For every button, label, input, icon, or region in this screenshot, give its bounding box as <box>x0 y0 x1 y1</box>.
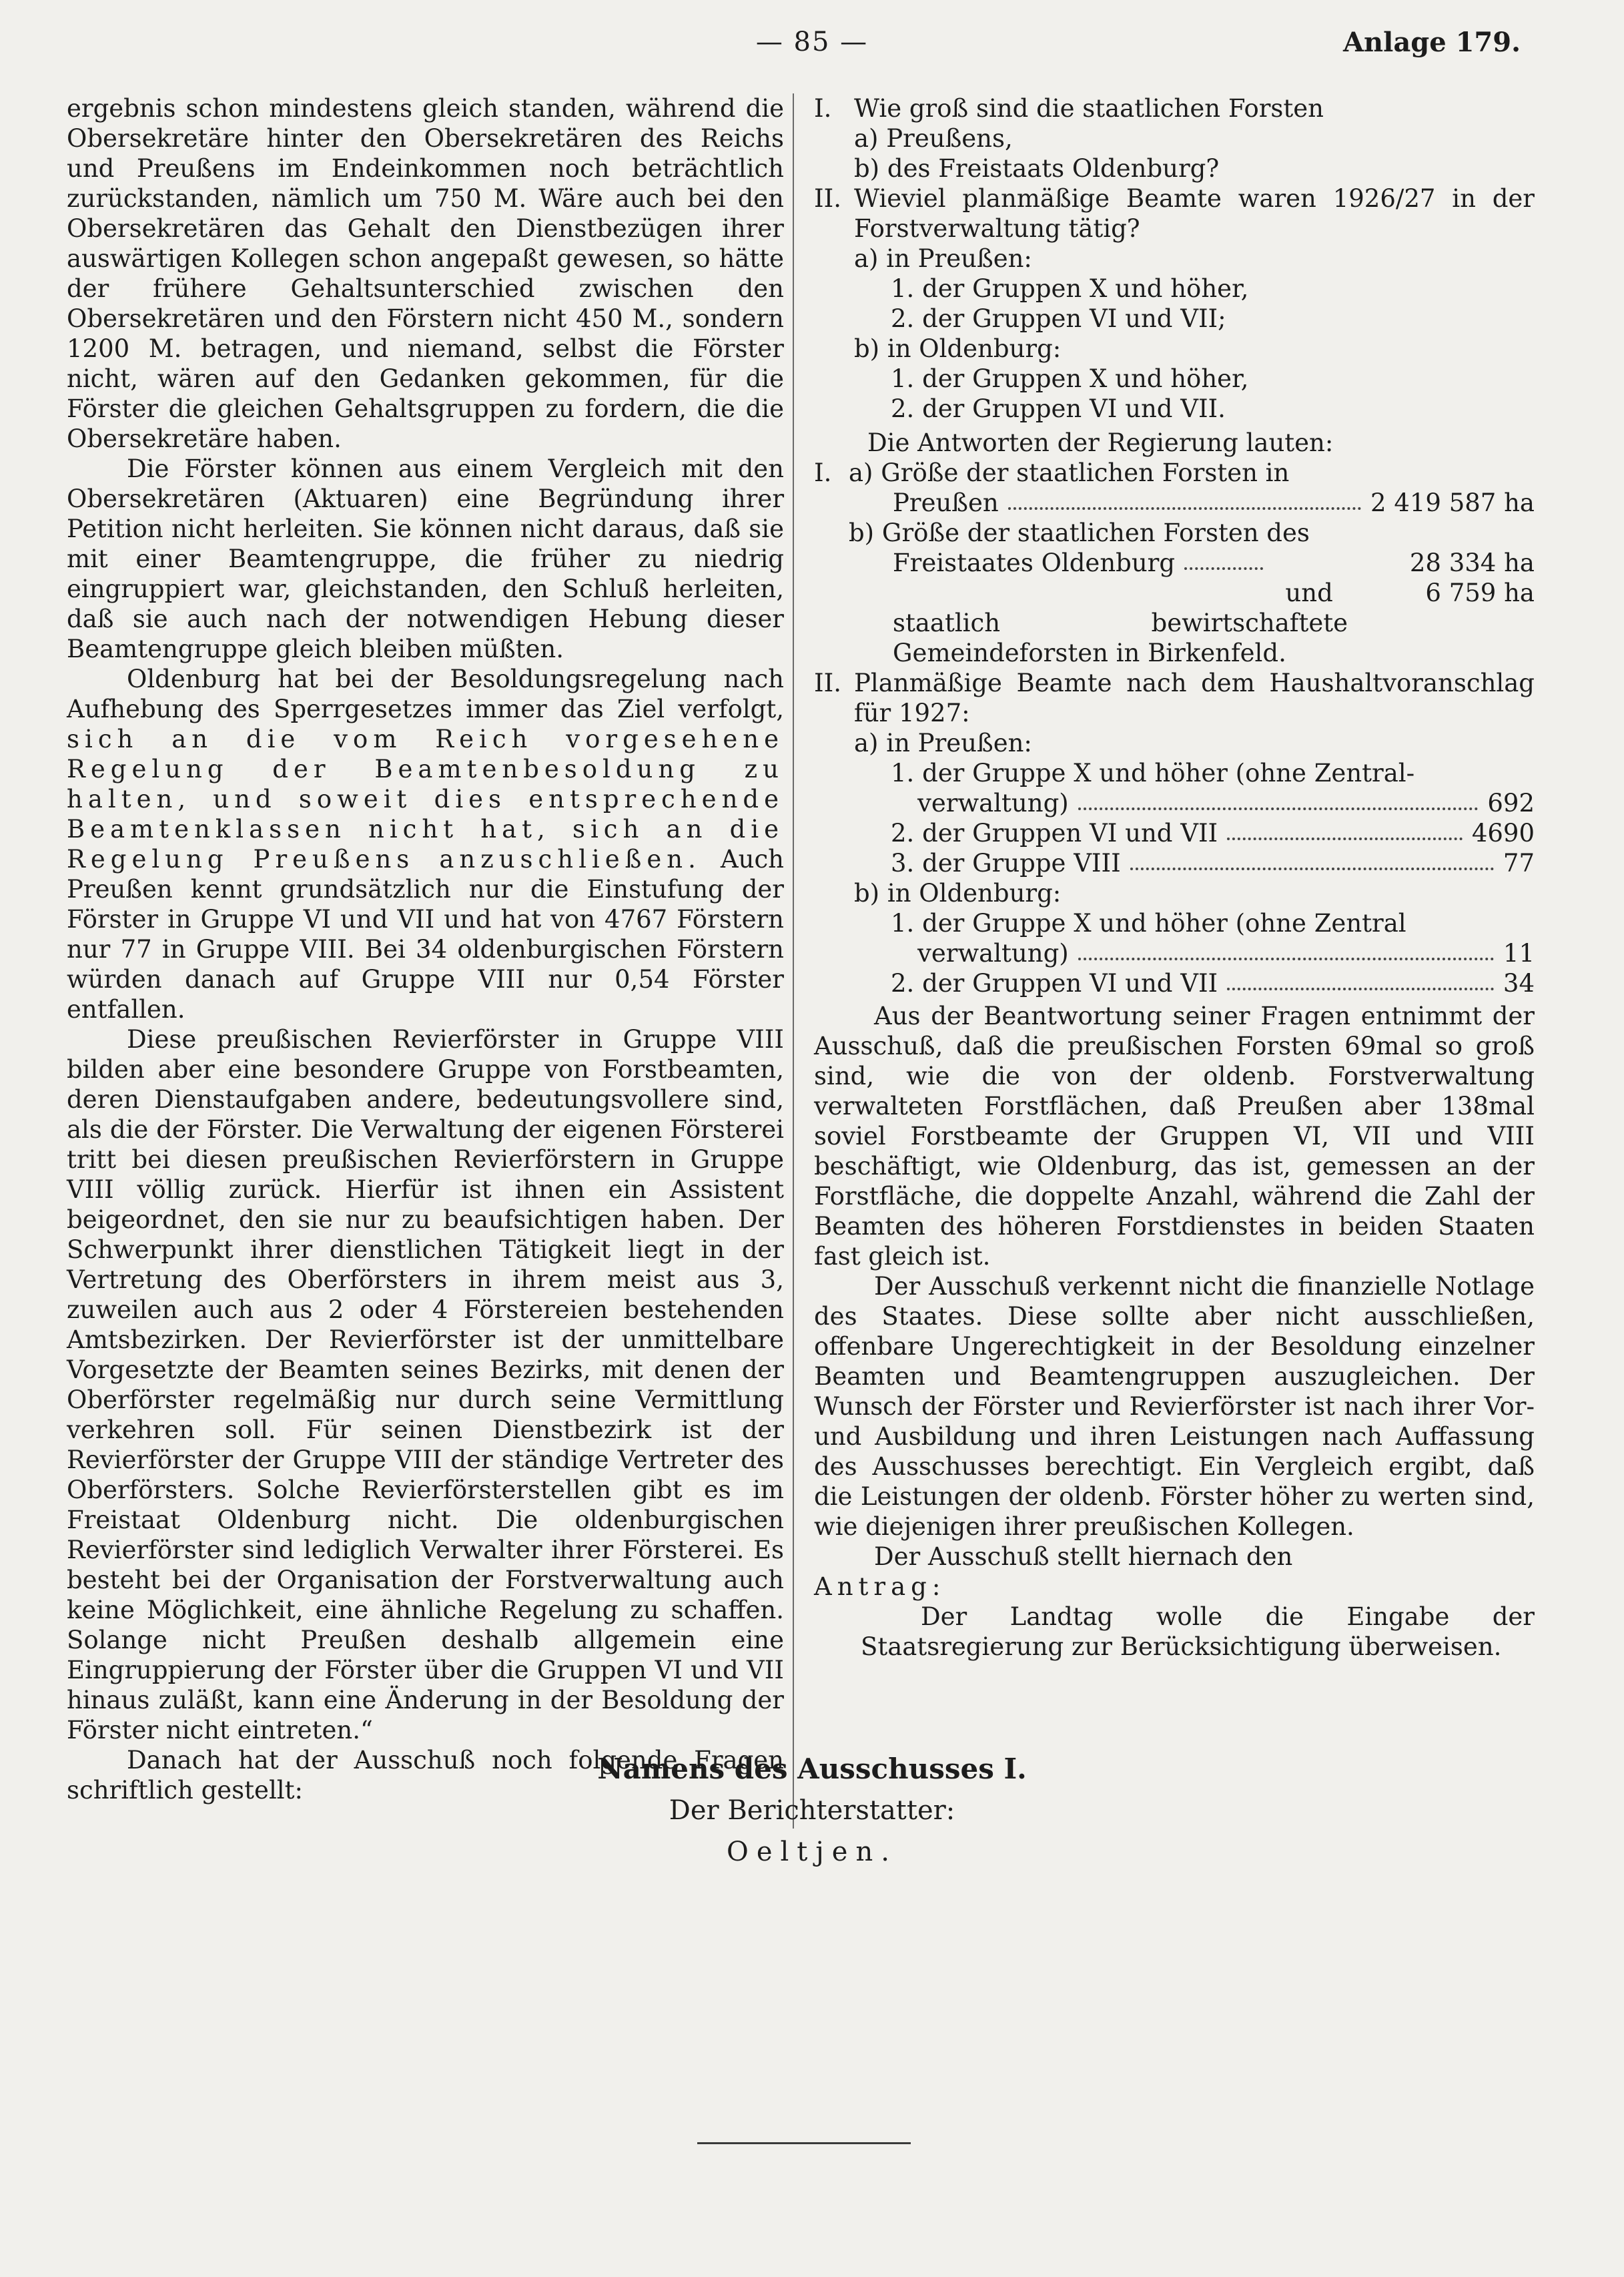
answer-2a-1-line1: 1. der Gruppe X und höher (ohne Zentral- <box>891 759 1415 787</box>
answer-1a-line2 <box>814 488 1535 518</box>
answer-2b-2-value: 34 <box>1503 969 1535 998</box>
dot-leader <box>1008 488 1361 510</box>
answer-2a-2-label: 2. der Gruppen VI und VII <box>891 819 1218 848</box>
conclusion-paragraph-3: Der Ausschuß stellt hiernach den <box>874 1542 1293 1571</box>
dot-leader <box>1184 548 1263 570</box>
answer-1a-label: Preußen <box>893 489 999 517</box>
answer-2b: b) in Oldenburg: <box>854 879 1062 908</box>
answer-1b-line3 <box>814 578 1535 608</box>
answer-2a-3-label: 3. der Gruppe VIII <box>891 849 1121 878</box>
answer-1b-und: und <box>1285 579 1333 607</box>
paragraph-5: Danach hat der Ausschuß noch folgende Fragen schriftlich gestellt: <box>67 1746 784 1805</box>
column-divider <box>793 93 794 1829</box>
answer-2a-1-label: verwaltung) <box>917 789 1069 818</box>
answer-2-text: Planmäßige Beamte nach dem Haushaltvoranschlag für 1927: <box>854 669 1535 727</box>
conclusion-paragraph-1: Aus der Beantwortung seiner Fragen entnimmt der Ausschuß, daß die preußischen Forsten 69mal so groß sind, wie die von der oldenb. Forstverwaltung verwalteten Forstflächen, daß Preußen aber 138mal soviel Forstbeamte der Gruppen VI, VII und VIII beschäftigt, wie Oldenburg, das ist, gemessen an der Forstfläche, die doppelte Anzahl, während die Zahl der Beamten des höheren Forstdienstes in beiden Staaten fast gleich ist. <box>814 1002 1535 1271</box>
paragraph-4: Diese preußischen Revierförster in Gruppe VIII bilden aber eine besondere Gruppe von Forstbeamten, deren Dienstaufgaben andere, bedeutungsvollere sind, als die der Förster. Die Verwaltung der eigenen Försterei tritt bei diesen preußischen Revierförstern in Gruppe VIII völlig zurück. Hierfür ist ihnen ein Assistent beigeordnet, den sie nur zu beaufsichtigen haben. Der Schwerpunkt ihrer dienstlichen Tätigkeit liegt in der Vertretung des Oberförsters in ihrem meist aus 3, zuweilen auch aus 2 oder 4 Förstereien bestehenden Amtsbezirken. Der Revierförster ist der unmittelbare Vorgesetzte der Beamten seines Bezirks, mit denen der Oberförster regelmäßig nur durch seine Vermittlung verkehren soll. Für seinen Dienstbezirk ist der Revierförster der Gruppe VIII der ständige Vertreter des Oberförsters. Solche Revierförsterstellen gibt es im Freistaat Oldenburg nicht. Die oldenburgischen Revierförster sind lediglich Verwalter ihrer Försterei. Es besteht bei der Organisation der Forstverwaltung auch keine Möglichkeit, eine ähnliche Regelung zu schaffen. Solange nicht Preußen deshalb allgemein eine Eingruppierung der Förster über die Gruppen VI und VII hinaus zuläßt, kann eine Änderung in der Besoldung der Förster nicht eintreten.“ <box>67 1025 784 1744</box>
paragraph-3-start: Oldenburg hat bei der Besoldungsregelung nach Aufhebung des Sperrgesetzes immer das Ziel verfolgt, <box>67 665 784 723</box>
paragraph-3-spaced: sich an die vom Reich vorgesehene Regelung der Beamtenbesoldung zu halten, und soweit dies entsprechende Beamtenklassen nicht hat, sich an die Regelung Preußens anzuschließen. <box>67 725 784 874</box>
answer-1b-value: 28 334 ha <box>1409 549 1535 577</box>
question-2a-2: 2. der Gruppen VI und VII; <box>891 304 1226 333</box>
dot-leader <box>1227 968 1494 990</box>
question-2b-2: 2. der Gruppen VI und VII. <box>891 394 1226 423</box>
answer-2a-2 <box>814 818 1535 848</box>
answer-2a: a) in Preußen: <box>854 729 1032 757</box>
question-2a-1: 1. der Gruppen X und höher, <box>891 274 1249 303</box>
answer-2a-1-value: 692 <box>1487 789 1535 818</box>
page-number: — 85 — <box>755 27 869 57</box>
answer-1a-text: a) Größe der staatlichen Forsten in <box>849 458 1290 487</box>
right-column <box>814 93 1535 1662</box>
question-2a: a) in Preußen: <box>854 244 1032 273</box>
answer-2b-2 <box>814 968 1535 998</box>
conclusion-paragraph-2: Der Ausschuß verkennt nicht die finanzielle Notlage des Staates. Diese sollte aber nicht ausschließen, offenbare Ungerechtigkeit in der Besoldung einzelner Beamten und Beamtengruppen auszugleichen. Der Wunsch der Förster und Revierförster ist nach ihrer Vor- und Ausbildung und ihren Leistungen nach Auffassung des Ausschusses berechtigt. Ein Vergleich ergibt, daß die Leistungen der oldenb. Förster höher zu werten sind, wie diejenigen ihrer preußischen Kollegen. <box>814 1272 1535 1541</box>
paragraph-1: ergebnis schon mindestens gleich standen, während die Obersekretäre hinter den Obersekretären des Reichs und Preußens im Endeinkommen noch beträchtlich zurückstanden, nämlich um 750 M. Wäre auch bei den Obersekretären das Gehalt den Dienstbezügen ihrer auswärtigen Kollegen schon angepaßt gewesen, so hätte der frühere Gehaltsunterschied zwischen den Obersekretären und den Förstern nicht 450 M., sondern 1200 M. betragen, und niemand, selbst die Förster nicht, wären auf den Gedanken gekommen, für die Förster die gleichen Gehaltsgruppen zu fordern, die die Obersekretäre haben. <box>67 94 784 453</box>
paragraph-3-end: Auch Preußen kennt grundsätzlich nur die Einstufung der Förster in Gruppe VI und VII und hat von 4767 Förstern nur 77 in Gruppe VIII. Bei 34 oldenburgischen Förstern würden danach auf Gruppe VIII nur 0,54 Förster entfallen. <box>67 845 784 1024</box>
answer-1a-value: 2 419 587 ha <box>1370 489 1535 517</box>
answer-2b-1-line2 <box>814 938 1535 968</box>
answer-2b-1-label: verwaltung) <box>917 939 1069 968</box>
answer-2 <box>814 668 1535 728</box>
question-1a: a) Preußens, <box>854 124 1013 153</box>
answer-2b-1-value: 11 <box>1503 939 1535 968</box>
signature-block <box>0 1748 1624 1873</box>
answer-2b-2-label: 2. der Gruppen VI und VII <box>891 969 1218 998</box>
question-2-number: II. <box>814 184 841 213</box>
answer-1b-birkenfeld: staatlich bewirtschaftete Gemeindeforsten in Birkenfeld. <box>893 609 1348 667</box>
answer-2b-1-line1: 1. der Gruppe X und höher (ohne Zentral <box>891 909 1406 938</box>
antrag-text: Der Landtag wolle die Eingabe der Staatsregierung zur Berücksichtigung überweisen. <box>861 1602 1535 1661</box>
left-column <box>67 93 784 1805</box>
answer-1-number: I. <box>814 458 832 487</box>
answer-1b-label: Freistaates Oldenburg <box>893 549 1176 577</box>
question-2b-1: 1. der Gruppen X und höher, <box>891 364 1249 393</box>
paragraph-2: Die Förster können aus einem Vergleich mit den Obersekretären (Aktuaren) eine Begründung ihrer Petition nicht herleiten. Sie können nicht daraus, daß sie mit einer Beamtengruppe, die früher zu niedrig eingruppiert war, gleichstanden, den Schluß herleiten, daß sie auch nach der notwendigen Hebung dieser Beamtengruppe gleich bleiben müßten. <box>67 454 784 663</box>
question-1 <box>814 93 1535 123</box>
dot-leader <box>1078 938 1494 960</box>
closing-rule <box>697 2142 911 2144</box>
answer-2a-1-line2 <box>814 788 1535 818</box>
annex-label: Anlage 179. <box>1343 27 1521 58</box>
question-2-text: Wieviel planmäßige Beamte waren 1926/27 in der Forstverwaltung tätig? <box>854 184 1535 243</box>
dot-leader <box>1078 788 1479 810</box>
answer-2a-3-value: 77 <box>1503 849 1535 878</box>
answer-1a-line1 <box>814 458 1535 488</box>
antrag-heading: Antrag: <box>814 1572 946 1601</box>
question-1b: b) des Freistaats Oldenburg? <box>854 154 1220 183</box>
answer-1b-value-2: 6 759 ha <box>1425 579 1535 607</box>
answers-intro: Die Antworten der Regierung lauten: <box>867 428 1334 457</box>
question-1-text: Wie groß sind die staatlichen Forsten <box>854 94 1324 123</box>
answer-1b-line2 <box>814 548 1535 578</box>
paragraph-3 <box>67 664 784 1024</box>
answer-2a-2-value: 4690 <box>1471 819 1535 848</box>
question-2b: b) in Oldenburg: <box>854 334 1062 363</box>
dot-leader <box>1130 848 1494 870</box>
committee-name: Namens des Ausschusses I. <box>597 1752 1027 1785</box>
question-1-number: I. <box>814 94 832 123</box>
dot-leader <box>1227 818 1463 840</box>
answer-2-number: II. <box>814 669 841 697</box>
rapporteur-role: Der Berichterstatter: <box>669 1795 955 1826</box>
answer-1b-line4 <box>814 608 1535 668</box>
rapporteur-name: Oeltjen. <box>727 1837 897 1867</box>
question-2 <box>814 184 1535 244</box>
answer-1b-line1: b) Größe der staatlichen Forsten des <box>849 519 1310 547</box>
answer-2a-3 <box>814 848 1535 878</box>
